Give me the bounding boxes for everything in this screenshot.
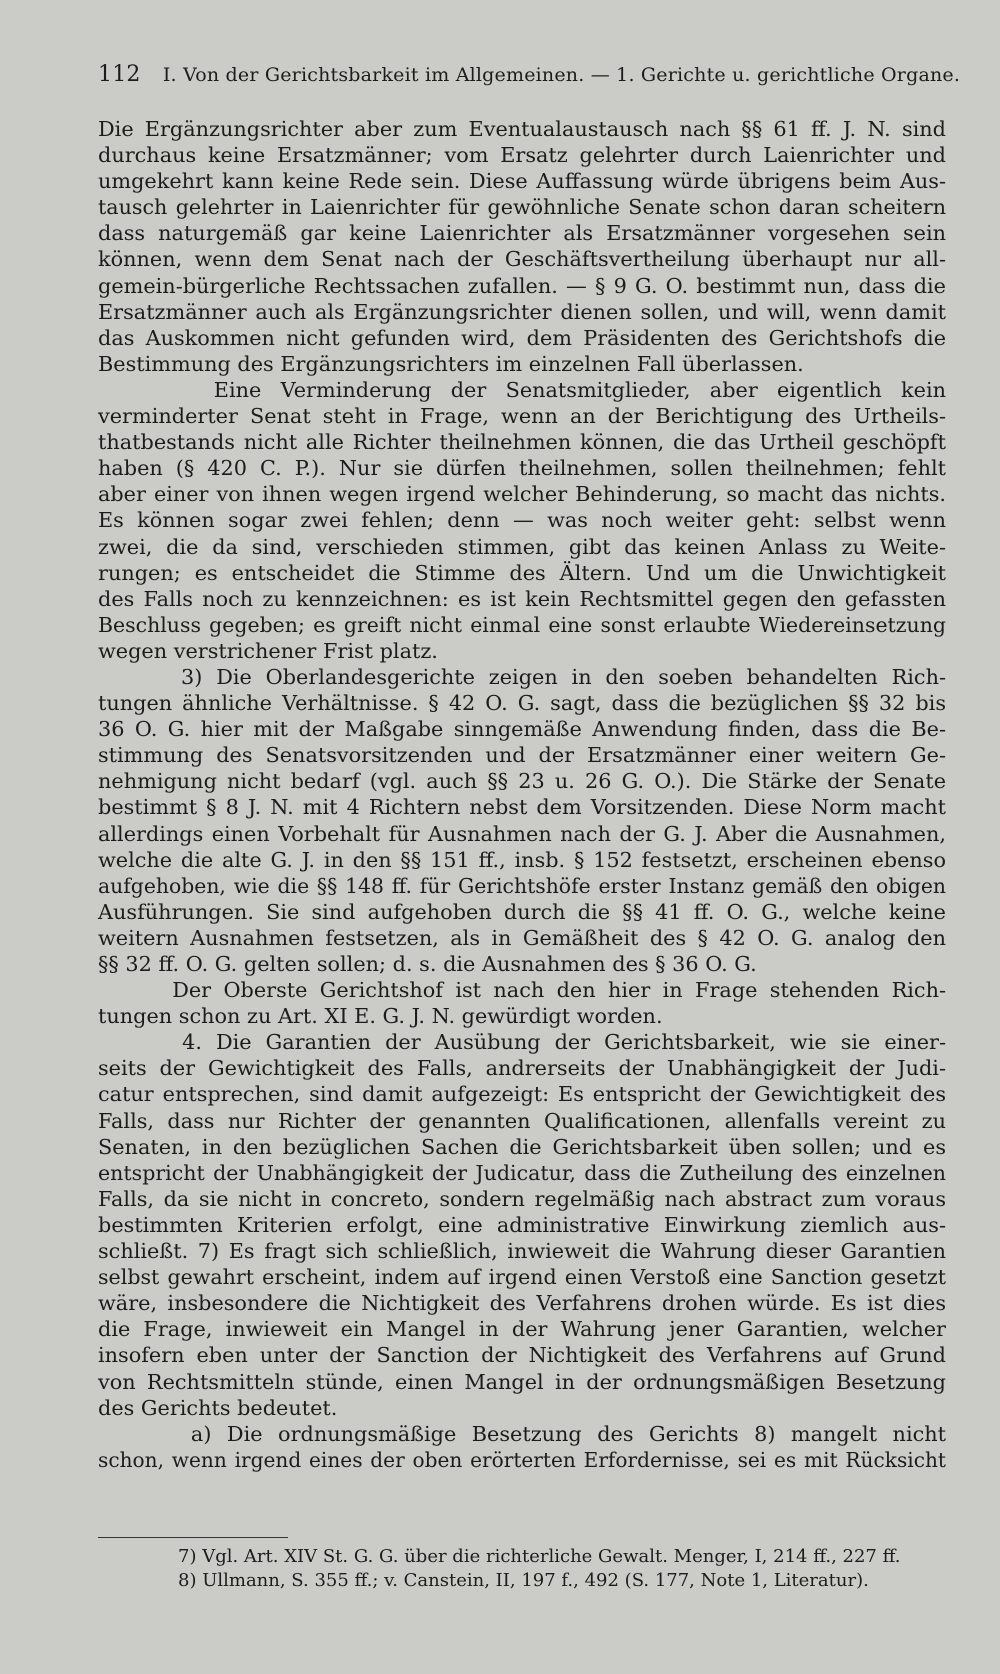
text-line: Eine Verminderung der Senatsmitglieder, aber eigentlich kein	[98, 377, 946, 402]
text-line: haben (§ 420 C. P.). Nur sie dürfen theilnehmen, sollen theilnehmen; fehlt	[98, 456, 946, 481]
text-line: Ersatzmänner auch als Ergänzungsrichter dienen sollen, und will, wenn damit	[98, 299, 946, 324]
text-line: schließt. 7) Es fragt sich schließlich, inwieweit die Wahrung dieser Garantien	[98, 1239, 946, 1264]
text-line: a) Die ordnungsmäßige Besetzung des Gerichts 8) mangelt nicht	[98, 1421, 946, 1446]
text-line: die Frage, inwieweit ein Mangel in der Wahrung jener Garantien, welcher	[98, 1317, 946, 1342]
text-line: §§ 32 ff. O. G. gelten sollen; d. s. die Ausnahmen des § 36 O. G.	[98, 952, 757, 976]
text-line: tungen schon zu Art. XI E. G. J. N. gewürdigt worden.	[98, 1004, 663, 1029]
text-line: 36 O. G. hier mit der Maßgabe sinngemäße Anwendung finden, dass die Be-	[98, 717, 946, 742]
text-line: durchaus keine Ersatzmänner; vom Ersatz gelehrter durch Laienrichter und	[98, 143, 946, 168]
text-line: rungen; es entscheidet die Stimme des Ältern. Und um die Unwichtigkeit	[98, 560, 946, 585]
text-line: Beschluss gegeben; es greift nicht einmal eine sonst erlaubte Wiedereinsetzung	[98, 612, 946, 637]
text-line: bestimmten Kriterien erfolgt, eine administrative Einwirkung ziemlich aus-	[98, 1212, 946, 1237]
text-line: von Rechtsmitteln stünde, einen Mangel in der ordnungsmäßigen Besetzung	[98, 1369, 946, 1394]
text-line: Falls, da sie nicht in concreto, sondern regelmäßig nach abstract zum voraus	[98, 1186, 946, 1211]
text-line: tungen ähnliche Verhältnisse. § 42 O. G. sagt, dass die bezüglichen §§ 32 bis	[98, 691, 946, 716]
text-line: thatbestands nicht alle Richter theilnehmen können, die das Urtheil geschöpft	[98, 430, 946, 455]
text-line: entspricht der Unabhängigkeit der Judicatur, dass die Zutheilung des einzelnen	[98, 1160, 946, 1185]
text-line: wegen verstrichener Frist platz.	[98, 638, 438, 663]
text-line: des Gerichts bedeutet.	[98, 1395, 338, 1420]
text-line: das Auskommen nicht gefunden wird, dem Präsidenten des Gerichtshofs die	[98, 325, 946, 350]
running-title: I. Von der Gerichtsbarkeit im Allgemeinen. — 1. Gerichte u. gerichtliche Organe.	[162, 64, 961, 86]
text-line: können, wenn dem Senat nach der Geschäftsvertheilung überhaupt nur all-	[98, 247, 946, 272]
text-line: Bestimmung des Ergänzungsrichters im einzelnen Fall überlassen.	[98, 351, 804, 376]
text-line: tausch gelehrter in Laienrichter für gewöhnliche Senate schon daran scheitern	[98, 195, 946, 220]
text-line: Die Ergänzungsrichter aber zum Eventualaustausch nach §§ 61 ff. J. N. sind	[98, 117, 946, 141]
body-text	[98, 116, 946, 1473]
text-line: Es können sogar zwei fehlen; denn — was noch weiter geht: selbst wenn	[98, 508, 946, 533]
text-line: gemein-bürgerliche Rechtssachen zufallen. — § 9 G. O. bestimmt nun, dass die	[98, 273, 946, 298]
text-line: Falls, dass nur Richter der genannten Qualificationen, allenfalls vereint zu	[98, 1108, 946, 1133]
text-line: Der Oberste Gerichtshof ist nach den hier in Frage stehenden Rich-	[98, 978, 946, 1003]
text-line: verminderter Senat steht in Frage, wenn an der Berichtigung des Urtheils-	[98, 404, 946, 429]
text-line: umgekehrt kann keine Rede sein. Diese Auffassung würde übrigens beim Aus-	[98, 169, 946, 194]
text-line: selbst gewahrt erscheint, indem auf irgend einen Verstoß eine Sanction gesetzt	[98, 1265, 946, 1290]
text-line: nehmigung nicht bedarf (vgl. auch §§ 23 u. 26 G. O.). Die Stärke der Senate	[98, 769, 946, 794]
text-line: wäre, insbesondere die Nichtigkeit des Verfahrens drohen würde. Es ist dies	[98, 1291, 946, 1316]
text-line: 3) Die Oberlandesgerichte zeigen in den soeben behandelten Rich-	[98, 664, 946, 689]
text-line: schon, wenn irgend eines der oben erörterten Erfordernisse, sei es mit Rücksicht	[98, 1447, 946, 1472]
text-line: stimmung des Senatsvorsitzenden und der Ersatzmänner einer weitern Ge-	[98, 743, 946, 768]
page-number: 112	[98, 62, 141, 87]
text-line: welche die alte G. J. in den §§ 151 ff., insb. § 152 festsetzt, erscheinen ebenso	[98, 847, 946, 872]
footnotes	[178, 1545, 938, 1593]
text-line: allerdings einen Vorbehalt für Ausnahmen nach der G. J. Aber die Ausnahmen,	[98, 821, 946, 846]
text-line: weitern Ausnahmen festsetzen, als in Gemäßheit des § 42 O. G. analog den	[98, 925, 946, 950]
running-header	[98, 62, 961, 87]
text-line: Senaten, in den bezüglichen Sachen die Gerichtsbarkeit üben sollen; und es	[98, 1134, 946, 1159]
text-line: catur entsprechen, sind damit aufgezeigt: Es entspricht der Gewichtigkeit des	[98, 1082, 946, 1107]
footnote: 7) Vgl. Art. XIV St. G. G. über die richterliche Gewalt. Menger, I, 214 ff., 227 ff.	[178, 1546, 901, 1567]
text-line: aber einer von ihnen wegen irgend welcher Behinderung, so macht das nichts.	[98, 482, 946, 507]
text-line: dass naturgemäß gar keine Laienrichter als Ersatzmänner vorgesehen sein	[98, 221, 946, 246]
text-line: zwei, die da sind, verschieden stimmen, gibt das keinen Anlass zu Weite-	[98, 534, 946, 559]
text-line: Ausführungen. Sie sind aufgehoben durch die §§ 41 ff. O. G., welche keine	[98, 899, 946, 924]
footnote: 8) Ullmann, S. 355 ff.; v. Canstein, II, 197 f., 492 (S. 177, Note 1, Literatur).	[178, 1570, 869, 1591]
text-line: 4. Die Garantien der Ausübung der Gerichtsbarkeit, wie sie einer-	[98, 1030, 946, 1055]
text-line: des Falls noch zu kennzeichnen: es ist kein Rechtsmittel gegen den gefassten	[98, 586, 946, 611]
text-line: aufgehoben, wie die §§ 148 ff. für Gerichtshöfe erster Instanz gemäß den obigen	[98, 873, 946, 898]
text-line: bestimmt § 8 J. N. mit 4 Richtern nebst dem Vorsitzenden. Diese Norm macht	[98, 795, 946, 820]
footnote-separator	[98, 1537, 288, 1538]
text-line: insofern eben unter der Sanction der Nichtigkeit des Verfahrens auf Grund	[98, 1343, 946, 1368]
text-line: seits der Gewichtigkeit des Falls, andrerseits der Unabhängigkeit der Judi-	[98, 1056, 946, 1081]
